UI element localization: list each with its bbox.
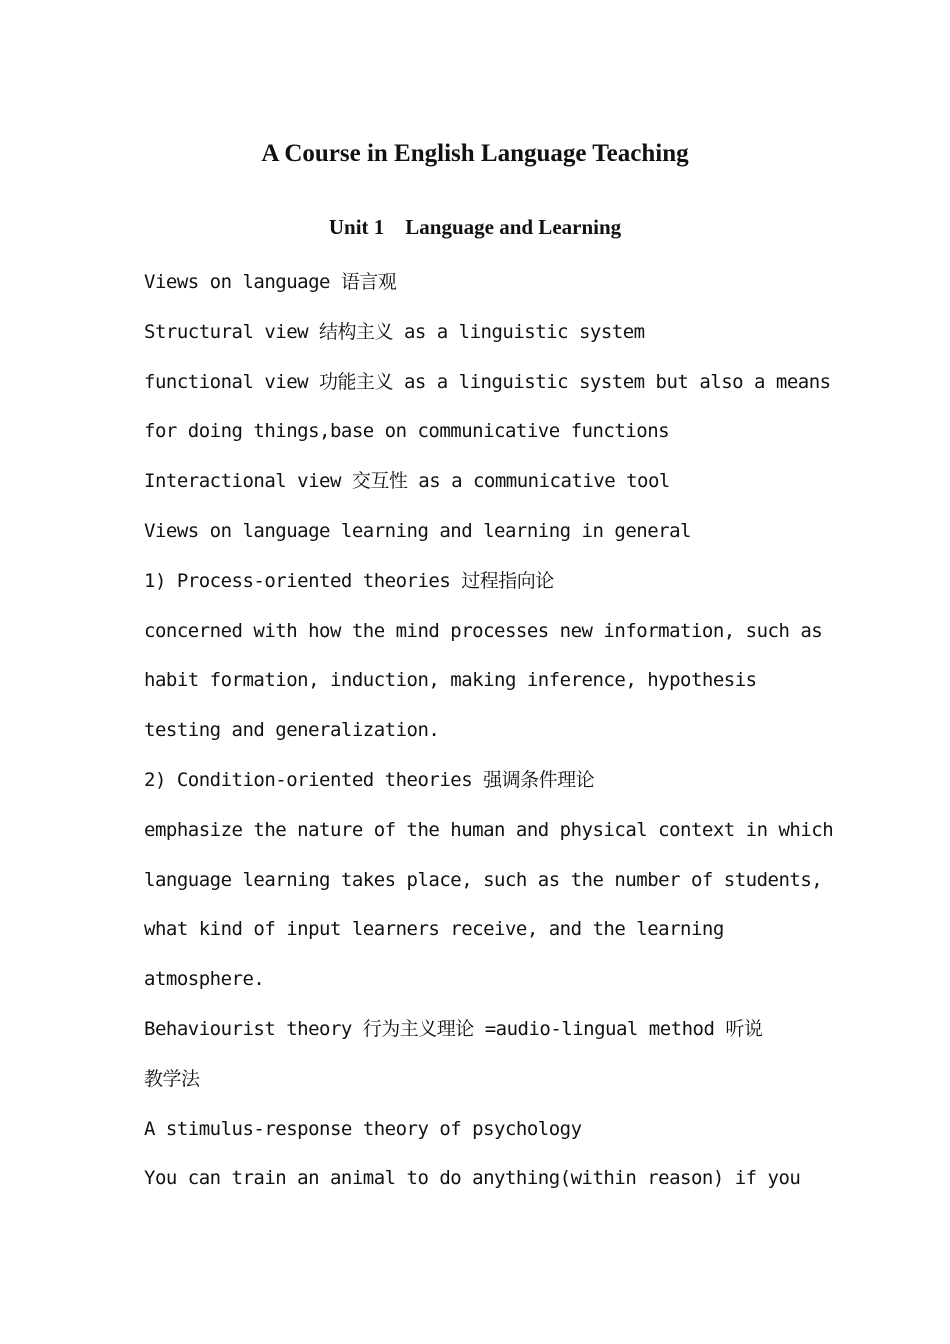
- text-line: language learning takes place, such as the number of students,: [144, 868, 823, 891]
- text-line: Behaviourist theory 行为主义理论 =audio-lingual method 听说: [144, 1017, 763, 1040]
- text-line: Views on language 语言观: [144, 271, 397, 293]
- text-line: functional view 功能主义 as a linguistic system but also a means: [144, 370, 831, 393]
- text-line: what kind of input learners receive, and the learning: [144, 918, 724, 941]
- text-line: 教学法: [144, 1067, 200, 1090]
- text-line: A stimulus-response theory of psychology: [144, 1117, 582, 1140]
- text-line: You can train an animal to do anything(within reason) if you: [144, 1167, 801, 1190]
- text-line: Interactional view 交互性 as a communicative tool: [144, 470, 670, 493]
- text-line: concerned with how the mind processes new information, such as: [144, 619, 823, 642]
- text-line: Views on language learning and learning in general: [144, 519, 691, 542]
- text-line: habit formation, induction, making inference, hypothesis: [144, 669, 757, 692]
- unit-heading: Unit 1 Language and Learning: [328, 215, 622, 239]
- text-line: 1) Process-oriented theories 过程指向论: [144, 569, 554, 592]
- text-line: emphasize the nature of the human and physical context in which: [144, 818, 834, 841]
- text-line: atmosphere.: [144, 968, 265, 991]
- text-line: for doing things,base on communicative functions: [144, 420, 670, 443]
- body-text: [144, 258, 864, 1204]
- document-title: A Course in English Language Teaching: [261, 140, 689, 167]
- text-line: testing and generalization.: [144, 719, 440, 742]
- text-line: Structural view 结构主义 as a linguistic system: [144, 320, 645, 343]
- text-line: 2) Condition-oriented theories 强调条件理论: [144, 768, 595, 791]
